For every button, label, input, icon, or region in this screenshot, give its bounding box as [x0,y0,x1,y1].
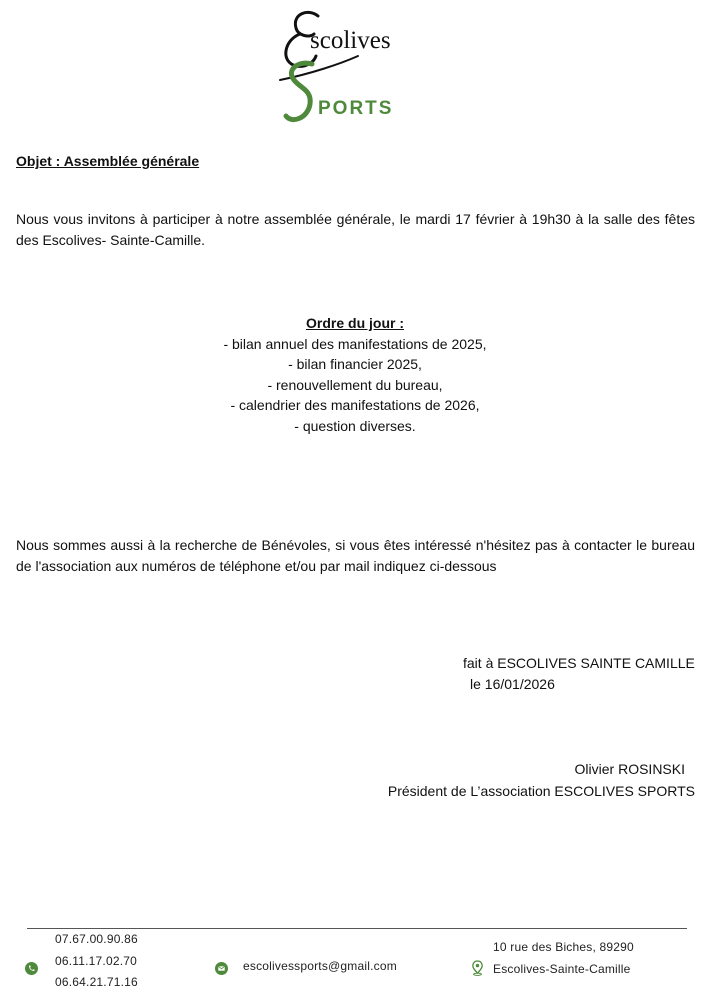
signatory-title: Président de L’association ESCOLIVES SPORTS [387,783,695,799]
agenda-item: - bilan financier 2025, [288,356,422,372]
agenda-item: - renouvellement du bureau, [267,376,443,393]
logo-script-s [286,63,312,119]
phone-number[interactable]: 06.64.21.71.16 [55,975,138,989]
agenda-heading: Ordre du jour : [306,315,404,331]
signatory-name: Olivier ROSINSKI [574,761,685,777]
invitation-paragraph: Nous vous invitons à participer à notre assemblée générale, le mardi 17 février à 19h30 à la salle des fêtes des Escolives- Sainte-Camille. [16,211,695,248]
agenda-item: - question diverses. [294,417,416,434]
address-line: Escolives-Sainte-Camille [493,961,631,976]
signature-block [388,758,695,802]
email-address[interactable]: escolivessports@gmail.com [243,959,397,973]
mail-icon [215,962,228,975]
postal-address [493,937,634,980]
volunteers-paragraph: Nous sommes aussi à la recherche de Bénévoles, si vous êtes intéressé n'hésitez pas à contacter le bureau de l'association aux numéros de téléphone et/ou par mail indiquez ci-dessous [16,537,695,574]
phone-numbers [55,929,138,994]
phone-number[interactable]: 06.11.17.02.70 [55,953,137,968]
logo-ports-text: PORTS [318,98,394,119]
subject-line: Objet : Assemblée générale [16,153,200,169]
phone-number[interactable]: 07.67.00.90.86 [55,932,138,946]
logo-escolives-text: scolives [310,27,391,54]
phone-icon [25,962,38,975]
location-pin-icon [471,960,484,976]
escolives-sports-logo [270,4,440,134]
agenda-item: - calendrier des manifestations de 2026, [230,397,480,413]
date-line: le 16/01/2026 [470,676,555,692]
place-line: fait à ESCOLIVES SAINTE CAMILLE [463,655,695,671]
agenda-item: - bilan annuel des manifestations de 2025, [223,335,487,352]
place-date-block [463,653,695,695]
agenda-block [155,313,555,436]
address-line: 10 rue des Biches, 89290 [493,940,634,954]
